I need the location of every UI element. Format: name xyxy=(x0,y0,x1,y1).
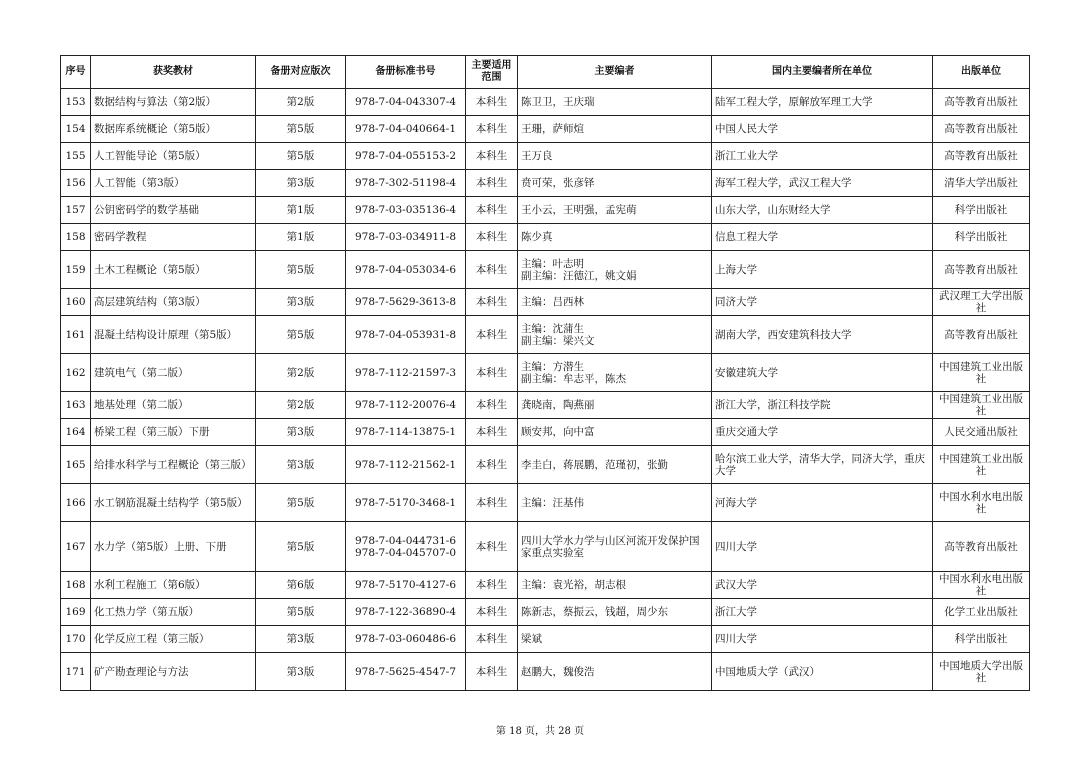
row-isbn-line: 978-7-03-034911-8 xyxy=(354,231,457,243)
row-edition: 第3版 xyxy=(256,626,346,653)
row-isbn-line: 978-7-5170-3468-1 xyxy=(354,496,457,509)
row-seq: 157 xyxy=(61,197,91,224)
row-isbn-line: 978-7-112-20076-4 xyxy=(354,399,457,411)
row-affiliation: 陆军工程大学，原解放军理工大学 xyxy=(712,89,933,116)
row-scope: 本科生 xyxy=(466,354,518,392)
row-affiliation: 湖南大学，西安建筑科技大学 xyxy=(712,316,933,354)
row-seq: 153 xyxy=(61,89,91,116)
header-publisher: 出版单位 xyxy=(933,56,1030,89)
row-editors xyxy=(518,197,712,224)
row-editors-line: 李圭白，蒋展鹏，范瑾初，张勤 xyxy=(521,458,668,471)
row-edition: 第5版 xyxy=(256,484,346,522)
row-editors-line: 王珊，萨师煊 xyxy=(521,123,584,135)
row-seq: 162 xyxy=(61,354,91,392)
row-isbn xyxy=(346,626,466,653)
row-isbn-line: 978-7-5170-4127-6 xyxy=(354,579,457,591)
row-title: 数据库系统概论（第5版） xyxy=(91,116,256,143)
header-edition: 备册对应版次 xyxy=(256,56,346,89)
row-affiliation: 安徽建筑大学 xyxy=(712,354,933,392)
row-isbn xyxy=(346,251,466,289)
row-publisher: 高等教育出版社 xyxy=(933,143,1030,170)
row-edition: 第5版 xyxy=(256,522,346,572)
row-isbn-line: 978-7-5629-3613-8 xyxy=(354,296,457,308)
row-edition: 第2版 xyxy=(256,89,346,116)
row-seq: 158 xyxy=(61,224,91,251)
row-title: 密码学教程 xyxy=(91,224,256,251)
row-isbn xyxy=(346,143,466,170)
row-isbn xyxy=(346,316,466,354)
row-affiliation: 中国人民大学 xyxy=(712,116,933,143)
row-editors-line: 主编：沈蒲生 xyxy=(521,322,584,335)
row-seq: 165 xyxy=(61,446,91,484)
table-row xyxy=(61,446,1030,484)
row-isbn xyxy=(346,419,466,446)
row-isbn-line: 978-7-112-21597-3 xyxy=(354,366,457,379)
row-seq: 167 xyxy=(61,522,91,572)
row-editors xyxy=(518,224,712,251)
row-editors xyxy=(518,653,712,691)
awards-table xyxy=(60,55,1030,691)
row-editors-line: 梁斌 xyxy=(521,633,542,645)
table-row xyxy=(61,354,1030,392)
row-edition: 第5版 xyxy=(256,116,346,143)
row-seq: 163 xyxy=(61,392,91,419)
row-edition: 第3版 xyxy=(256,446,346,484)
row-editors-line: 主编：吕西林 xyxy=(521,296,584,308)
row-publisher: 高等教育出版社 xyxy=(933,116,1030,143)
row-editors xyxy=(518,143,712,170)
table-row xyxy=(61,197,1030,224)
row-affiliation: 浙江大学，浙江科技学院 xyxy=(712,392,933,419)
row-title: 地基处理（第二版） xyxy=(91,392,256,419)
row-editors-line: 王万良 xyxy=(521,150,553,162)
row-editors-line: 王小云，王明强，孟宪萌 xyxy=(521,204,637,216)
row-publisher: 科学出版社 xyxy=(933,626,1030,653)
row-affiliation: 四川大学 xyxy=(712,522,933,572)
row-isbn xyxy=(346,484,466,522)
row-seq: 160 xyxy=(61,289,91,316)
row-affiliation: 上海大学 xyxy=(712,251,933,289)
row-seq: 159 xyxy=(61,251,91,289)
row-seq: 154 xyxy=(61,116,91,143)
header-title: 获奖教材 xyxy=(91,56,256,89)
row-edition: 第6版 xyxy=(256,572,346,599)
row-edition: 第5版 xyxy=(256,599,346,626)
row-editors xyxy=(518,626,712,653)
row-affiliation: 浙江大学 xyxy=(712,599,933,626)
row-affiliation: 信息工程大学 xyxy=(712,224,933,251)
row-title: 人工智能（第3版） xyxy=(91,170,256,197)
row-title: 数据结构与算法（第2版） xyxy=(91,89,256,116)
row-seq: 155 xyxy=(61,143,91,170)
row-seq: 169 xyxy=(61,599,91,626)
row-edition: 第3版 xyxy=(256,289,346,316)
table-row xyxy=(61,116,1030,143)
row-scope: 本科生 xyxy=(466,446,518,484)
row-scope: 本科生 xyxy=(466,572,518,599)
row-isbn xyxy=(346,116,466,143)
row-isbn xyxy=(346,653,466,691)
row-seq: 166 xyxy=(61,484,91,522)
row-edition: 第5版 xyxy=(256,143,346,170)
header-scope: 主要适用范围 xyxy=(466,56,518,89)
row-editors xyxy=(518,599,712,626)
row-editors-line: 副主编：牟志平，陈杰 xyxy=(521,372,626,385)
table-row xyxy=(61,572,1030,599)
row-title: 水利工程施工（第6版） xyxy=(91,572,256,599)
table-row xyxy=(61,599,1030,626)
row-isbn-line: 978-7-04-044731-6 xyxy=(354,534,457,547)
row-title: 化学反应工程（第三版） xyxy=(91,626,256,653)
row-isbn xyxy=(346,89,466,116)
table-row xyxy=(61,419,1030,446)
row-isbn-line: 978-7-114-13875-1 xyxy=(354,426,457,438)
row-affiliation: 重庆交通大学 xyxy=(712,419,933,446)
row-editors xyxy=(518,354,712,392)
row-editors-line: 四川大学水力学与山区河流开发保护国家重点实验室 xyxy=(521,534,700,559)
row-publisher: 中国水利水电出版社 xyxy=(933,484,1030,522)
table-row xyxy=(61,392,1030,419)
row-affiliation: 山东大学，山东财经大学 xyxy=(712,197,933,224)
row-editors-line: 主编：叶志明 xyxy=(521,257,584,270)
row-edition: 第5版 xyxy=(256,251,346,289)
row-editors-line: 贲可荣，张彦铎 xyxy=(521,177,595,189)
row-isbn-line: 978-7-302-51198-4 xyxy=(354,177,457,189)
row-edition: 第3版 xyxy=(256,653,346,691)
table-row xyxy=(61,170,1030,197)
table-row xyxy=(61,289,1030,316)
header-seq: 序号 xyxy=(61,56,91,89)
table-row xyxy=(61,89,1030,116)
row-publisher: 科学出版社 xyxy=(933,224,1030,251)
row-isbn xyxy=(346,289,466,316)
row-title: 水工钢筋混凝土结构学（第5版） xyxy=(91,484,256,522)
row-editors xyxy=(518,522,712,572)
row-editors-line: 顾安邦，向中富 xyxy=(521,426,595,438)
row-editors xyxy=(518,484,712,522)
row-publisher: 高等教育出版社 xyxy=(933,316,1030,354)
row-isbn-line: 978-7-04-045707-0 xyxy=(354,546,457,559)
row-editors-line: 陈新志，蔡振云，钱超，周少东 xyxy=(521,606,668,618)
row-editors-line: 主编：袁光裕，胡志根 xyxy=(521,579,626,591)
row-scope: 本科生 xyxy=(466,599,518,626)
row-title: 矿产勘查理论与方法 xyxy=(91,653,256,691)
row-publisher: 武汉理工大学出版社 xyxy=(933,289,1030,316)
table-row xyxy=(61,522,1030,572)
row-title: 公钥密码学的数学基础 xyxy=(91,197,256,224)
row-scope: 本科生 xyxy=(466,116,518,143)
row-editors-line: 副主编：梁兴文 xyxy=(521,334,595,347)
row-affiliation: 武汉大学 xyxy=(712,572,933,599)
row-affiliation: 海军工程大学，武汉工程大学 xyxy=(712,170,933,197)
row-publisher: 中国建筑工业出版社 xyxy=(933,392,1030,419)
row-isbn-line: 978-7-122-36890-4 xyxy=(354,606,457,618)
row-scope: 本科生 xyxy=(466,89,518,116)
row-title: 人工智能导论（第5版） xyxy=(91,143,256,170)
row-isbn xyxy=(346,572,466,599)
row-editors-line: 副主编：汪德江，姚文娟 xyxy=(521,269,637,282)
table-row xyxy=(61,224,1030,251)
row-affiliation: 浙江工业大学 xyxy=(712,143,933,170)
row-editors-line: 主编：方潜生 xyxy=(521,360,584,373)
row-publisher: 化学工业出版社 xyxy=(933,599,1030,626)
row-scope: 本科生 xyxy=(466,316,518,354)
row-isbn xyxy=(346,446,466,484)
row-editors-line: 陈卫卫，王庆瑞 xyxy=(521,96,595,108)
row-isbn-line: 978-7-03-060486-6 xyxy=(354,633,457,645)
row-scope: 本科生 xyxy=(466,392,518,419)
row-isbn xyxy=(346,599,466,626)
header-isbn: 备册标准书号 xyxy=(346,56,466,89)
row-editors xyxy=(518,89,712,116)
row-affiliation: 四川大学 xyxy=(712,626,933,653)
row-isbn-line: 978-7-5625-4547-7 xyxy=(354,665,457,678)
row-affiliation: 河海大学 xyxy=(712,484,933,522)
row-publisher: 高等教育出版社 xyxy=(933,522,1030,572)
row-edition: 第5版 xyxy=(256,316,346,354)
row-publisher: 中国建筑工业出版社 xyxy=(933,354,1030,392)
row-scope: 本科生 xyxy=(466,484,518,522)
row-editors xyxy=(518,289,712,316)
table-row xyxy=(61,251,1030,289)
row-isbn-line: 978-7-112-21562-1 xyxy=(354,458,457,471)
row-scope: 本科生 xyxy=(466,522,518,572)
row-affiliation: 哈尔滨工业大学，清华大学，同济大学，重庆大学 xyxy=(712,446,933,484)
row-editors xyxy=(518,251,712,289)
row-seq: 171 xyxy=(61,653,91,691)
row-scope: 本科生 xyxy=(466,251,518,289)
row-publisher: 中国水利水电出版社 xyxy=(933,572,1030,599)
row-editors xyxy=(518,572,712,599)
row-publisher: 人民交通出版社 xyxy=(933,419,1030,446)
row-title: 混凝土结构设计原理（第5版） xyxy=(91,316,256,354)
row-seq: 170 xyxy=(61,626,91,653)
row-seq: 156 xyxy=(61,170,91,197)
row-editors-line: 主编：汪基伟 xyxy=(521,496,584,509)
row-editors xyxy=(518,419,712,446)
row-scope: 本科生 xyxy=(466,224,518,251)
table-row xyxy=(61,143,1030,170)
row-seq: 164 xyxy=(61,419,91,446)
header-editors: 主要编者 xyxy=(518,56,712,89)
row-edition: 第2版 xyxy=(256,392,346,419)
table-row xyxy=(61,316,1030,354)
row-isbn-line: 978-7-04-055153-2 xyxy=(354,150,457,162)
row-editors-line: 龚晓南，陶燕丽 xyxy=(521,399,595,411)
table-body xyxy=(61,89,1030,691)
row-title: 建筑电气（第二版） xyxy=(91,354,256,392)
row-edition: 第1版 xyxy=(256,224,346,251)
row-isbn xyxy=(346,197,466,224)
row-affiliation: 中国地质大学（武汉） xyxy=(712,653,933,691)
row-editors xyxy=(518,170,712,197)
table-row xyxy=(61,653,1030,691)
row-editors-line: 陈少真 xyxy=(521,231,553,243)
row-edition: 第1版 xyxy=(256,197,346,224)
page-footer: 第 18 页，共 28 页 xyxy=(495,726,585,737)
row-editors xyxy=(518,116,712,143)
row-scope: 本科生 xyxy=(466,197,518,224)
row-isbn xyxy=(346,224,466,251)
table-row xyxy=(61,484,1030,522)
table-row xyxy=(61,626,1030,653)
row-isbn-line: 978-7-04-040664-1 xyxy=(354,123,457,135)
row-publisher: 中国地质大学出版社 xyxy=(933,653,1030,691)
row-affiliation: 同济大学 xyxy=(712,289,933,316)
row-publisher: 高等教育出版社 xyxy=(933,89,1030,116)
row-publisher: 科学出版社 xyxy=(933,197,1030,224)
row-title: 高层建筑结构（第3版） xyxy=(91,289,256,316)
row-scope: 本科生 xyxy=(466,653,518,691)
row-isbn xyxy=(346,392,466,419)
row-scope: 本科生 xyxy=(466,626,518,653)
row-publisher: 中国建筑工业出版社 xyxy=(933,446,1030,484)
row-title: 化工热力学（第五版） xyxy=(91,599,256,626)
header-row xyxy=(61,56,1030,89)
row-publisher: 清华大学出版社 xyxy=(933,170,1030,197)
row-isbn-line: 978-7-04-053931-8 xyxy=(354,328,457,341)
row-title: 土木工程概论（第5版） xyxy=(91,251,256,289)
row-isbn-line: 978-7-03-035136-4 xyxy=(354,204,457,216)
row-isbn-line: 978-7-04-043307-4 xyxy=(354,96,457,108)
row-scope: 本科生 xyxy=(466,170,518,197)
row-isbn xyxy=(346,522,466,572)
row-isbn xyxy=(346,354,466,392)
row-title: 桥梁工程（第三版）下册 xyxy=(91,419,256,446)
row-editors xyxy=(518,392,712,419)
row-editors xyxy=(518,446,712,484)
row-seq: 161 xyxy=(61,316,91,354)
row-title: 水力学（第5版）上册、下册 xyxy=(91,522,256,572)
row-publisher: 高等教育出版社 xyxy=(933,251,1030,289)
row-editors-line: 赵鹏大，魏俊浩 xyxy=(521,665,595,678)
row-scope: 本科生 xyxy=(466,143,518,170)
row-edition: 第2版 xyxy=(256,354,346,392)
row-edition: 第3版 xyxy=(256,419,346,446)
row-title: 给排水科学与工程概论（第三版） xyxy=(91,446,256,484)
row-edition: 第3版 xyxy=(256,170,346,197)
row-seq: 168 xyxy=(61,572,91,599)
row-isbn xyxy=(346,170,466,197)
row-isbn-line: 978-7-04-053034-6 xyxy=(354,263,457,276)
header-affiliation: 国内主要编者所在单位 xyxy=(712,56,933,89)
row-scope: 本科生 xyxy=(466,419,518,446)
row-editors xyxy=(518,316,712,354)
row-scope: 本科生 xyxy=(466,289,518,316)
